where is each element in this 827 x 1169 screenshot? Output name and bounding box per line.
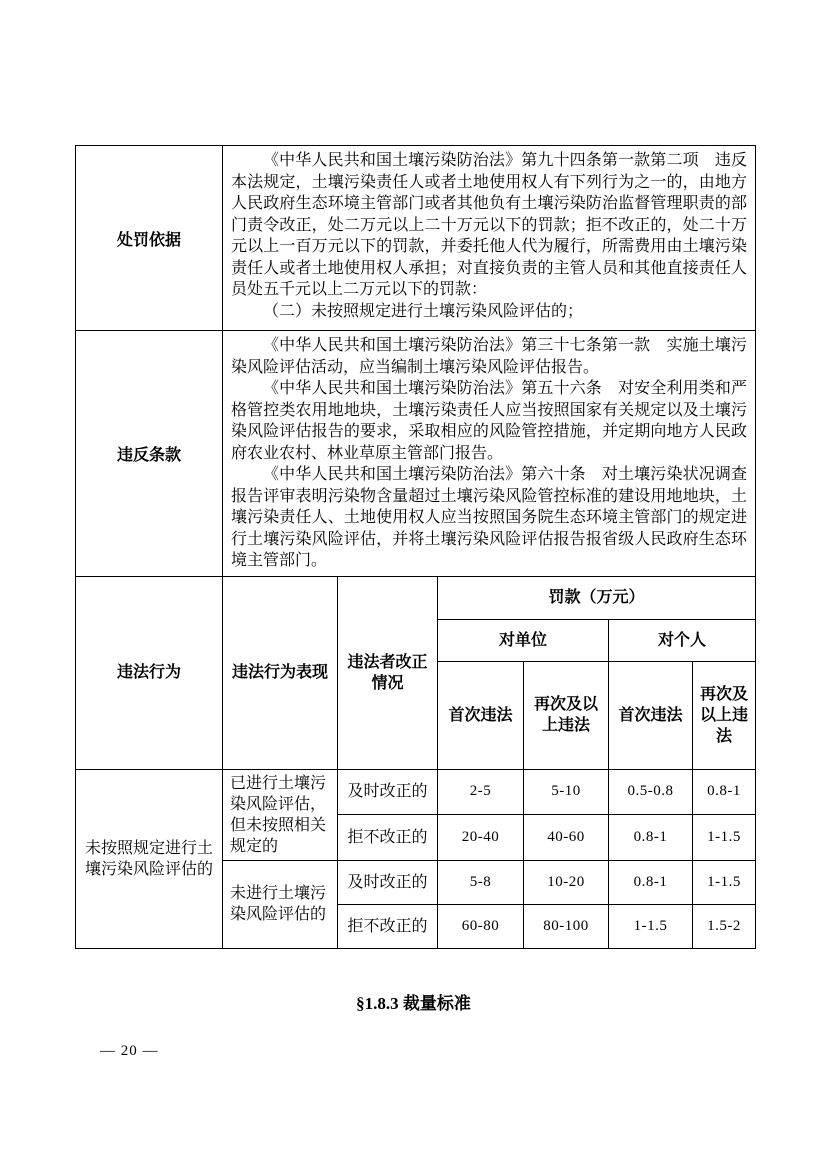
correction-cell: 及时改正的: [338, 769, 438, 815]
manifestation-cell: 已进行土壤污染风险评估，但未按照相关规定的: [223, 769, 338, 860]
fine-individual-first: 0.5-0.8: [609, 769, 693, 815]
violated-clauses-label: 违反条款: [76, 331, 223, 577]
fine-individual-first: 0.8-1: [609, 860, 693, 904]
fine-individual-repeat: 1.5-2: [693, 904, 756, 948]
penalty-table: [75, 145, 756, 949]
legal-paragraph: 《中华人民共和国土壤污染防治法》第九十四条第一款第二项 违反本法规定，土壤污染责任人或者土地使用权人有下列行为之一的，由地方人民政府生态环境主管部门或者其他负有土壤污染防治监督管理职责的部门责令改正，处二万元以上二十万元以下的罚款；拒不改正的，处二十万元以上一百万元以下的罚款，并委托他人代为履行，所需费用由土壤污染责任人或者土地使用权人承担；对直接负责的主管人员和其他直接责任人员处五千元以上二万元以下的罚款：: [231, 152, 748, 298]
fine-unit-first: 60-80: [438, 904, 524, 948]
fine-individual-first: 0.8-1: [609, 815, 693, 861]
header-individual: 对个人: [609, 619, 756, 661]
correction-cell: 及时改正的: [338, 860, 438, 904]
header-row-1: [76, 576, 756, 619]
correction-cell: 拒不改正的: [338, 815, 438, 861]
header-unit: 对单位: [438, 619, 609, 661]
illegal-act-cell: 未按照规定进行土壤污染风险评估的: [76, 769, 223, 948]
header-correction: 违法者改正情况: [338, 576, 438, 769]
fine-unit-repeat: 10-20: [524, 860, 609, 904]
penalty-basis-content: [223, 146, 756, 331]
header-fine: 罚款（万元）: [438, 576, 756, 619]
fine-unit-first: 5-8: [438, 860, 524, 904]
manifestation-cell: 未进行土壤污染风险评估的: [223, 860, 338, 948]
header-unit-first: 首次违法: [438, 661, 524, 769]
legal-paragraph: 《中华人民共和国土壤污染防治法》第三十七条第一款 实施土壤污染风险评估活动，应当编制土壤污染风险评估报告。: [231, 337, 748, 376]
header-manifestation: 违法行为表现: [223, 576, 338, 769]
penalty-basis-label: 处罚依据: [76, 146, 223, 331]
fine-individual-repeat: 1-1.5: [693, 860, 756, 904]
fine-unit-first: 2-5: [438, 769, 524, 815]
fine-individual-repeat: 1-1.5: [693, 815, 756, 861]
legal-paragraph: 《中华人民共和国土壤污染防治法》第五十六条 对安全利用类和严格管控类农用地地块，土壤污染责任人应当按照国家有关规定以及土壤污染风险评估报告的要求，采取相应的风险管控措施，并定期向地方人民政府农业农村、林业草原主管部门报告。: [231, 380, 748, 462]
legal-paragraph: 《中华人民共和国土壤污染防治法》第六十条 对土壤污染状况调查报告评审表明污染物含量超过土壤污染风险管控标准的建设用地地块，土壤污染责任人、土地使用权人应当按照国务院生态环境主管部门的规定进行土壤污染风险评估，并将土壤污染风险评估报告报省级人民政府生态环境主管部门。: [231, 466, 748, 569]
header-illegal-act: 违法行为: [76, 576, 223, 769]
header-unit-repeat: 再次及以上违法: [524, 661, 609, 769]
header-individual-first: 首次违法: [609, 661, 693, 769]
legal-paragraph: （二）未按照规定进行土壤污染风险评估的；: [263, 302, 584, 320]
fine-unit-repeat: 40-60: [524, 815, 609, 861]
fine-individual-repeat: 0.8-1: [693, 769, 756, 815]
penalty-basis-row: [76, 146, 756, 331]
correction-cell: 拒不改正的: [338, 904, 438, 948]
section-heading: §1.8.3 裁量标准: [356, 994, 471, 1013]
fine-individual-first: 1-1.5: [609, 904, 693, 948]
page-number: — 20 —: [100, 1043, 159, 1059]
data-row: [76, 769, 756, 815]
fine-unit-repeat: 80-100: [524, 904, 609, 948]
fine-unit-repeat: 5-10: [524, 769, 609, 815]
header-individual-repeat: 再次及以上违法: [693, 661, 756, 769]
fine-unit-first: 20-40: [438, 815, 524, 861]
violated-clauses-content: [223, 331, 756, 577]
violated-clauses-row: [76, 331, 756, 577]
